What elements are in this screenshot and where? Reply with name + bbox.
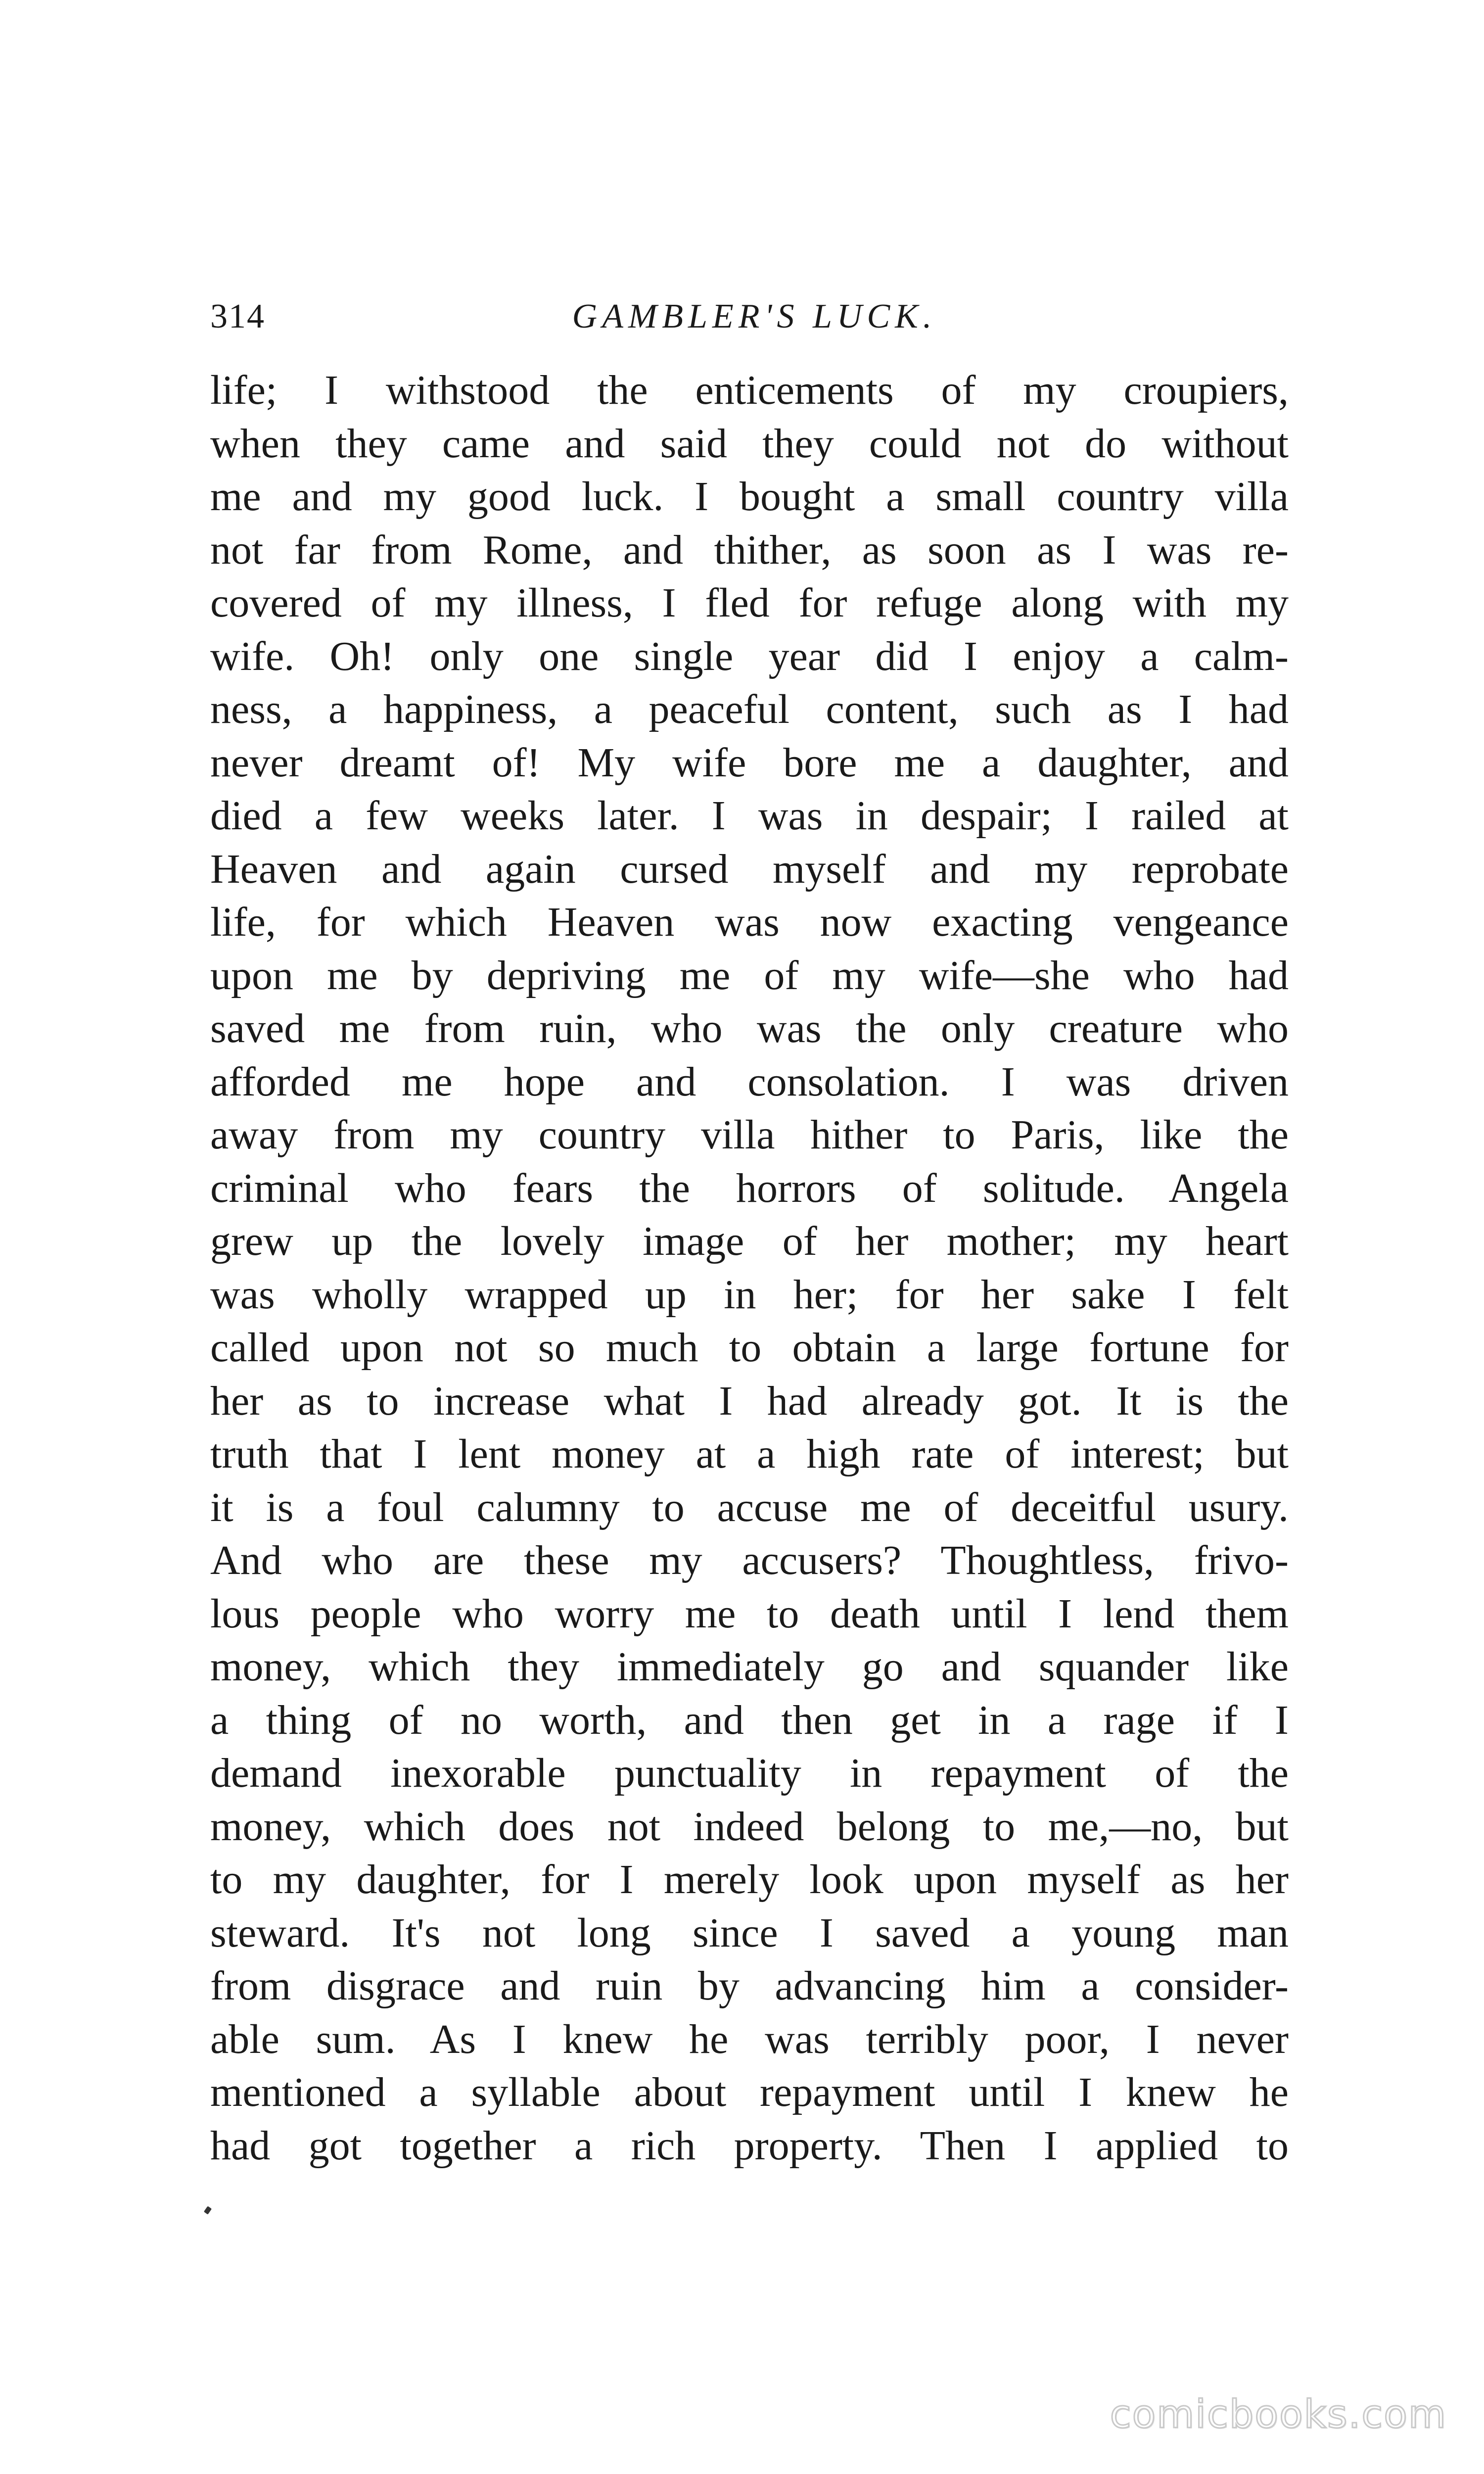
text-line: to my daughter, for I merely look upon myself as her xyxy=(210,1856,1289,1903)
text-line: upon me by depriving me of my wife—she who had xyxy=(210,952,1289,999)
text-line: never dreamt of! My wife bore me a daughter, and xyxy=(210,739,1289,786)
text-line: died a few weeks later. I was in despair; I railed at xyxy=(210,793,1289,839)
text-line: not far from Rome, and thither, as soon as I was re- xyxy=(210,526,1289,573)
text-line: away from my country villa hither to Paris, like the xyxy=(210,1112,1289,1158)
text-line: it is a foul calumny to accuse me of deceitful usury. xyxy=(210,1484,1289,1530)
text-line: steward. It's not long since I saved a young man xyxy=(210,1909,1289,1956)
text-line: mentioned a syllable about repayment until I knew he xyxy=(210,2069,1289,2115)
text-line: had got together a rich property. Then I applied to xyxy=(210,2122,1289,2169)
text-line: money, which they immediately go and squander like xyxy=(210,1644,1289,1690)
page-number: 314 xyxy=(210,297,265,335)
text-line: life, for which Heaven was now exacting vengeance xyxy=(210,899,1289,945)
text-line: wife. Oh! only one single year did I enjoy a calm- xyxy=(210,633,1289,679)
print-speck xyxy=(204,2206,212,2214)
text-line: saved me from ruin, who was the only creature who xyxy=(210,1005,1289,1051)
text-line: a thing of no worth, and then get in a rage if I xyxy=(210,1697,1289,1743)
text-line: afforded me hope and consolation. I was driven xyxy=(210,1058,1289,1105)
text-line: able sum. As I knew he was terribly poor, I never xyxy=(210,2016,1289,2062)
text-line: life; I withstood the enticements of my croupiers, xyxy=(210,367,1289,413)
text-line: ness, a happiness, a peaceful content, such as I had xyxy=(210,686,1289,732)
text-line: her as to increase what I had already got. It is the xyxy=(210,1378,1289,1424)
text-line: lous people who worry me to death until I lend them xyxy=(210,1590,1289,1637)
text-line: demand inexorable punctuality in repayment of the xyxy=(210,1750,1289,1796)
text-line: was wholly wrapped up in her; for her sake I felt xyxy=(210,1271,1289,1318)
text-line: Heaven and again cursed myself and my reprobate xyxy=(210,846,1289,892)
text-line: when they came and said they could not do without xyxy=(210,420,1289,467)
text-line: money, which does not indeed belong to me,—no, but xyxy=(210,1803,1289,1850)
text-line: criminal who fears the horrors of solitude. Angela xyxy=(210,1165,1289,1211)
text-line: covered of my illness, I fled for refuge along with my xyxy=(210,580,1289,626)
text-line: And who are these my accusers? Thoughtless, frivo- xyxy=(210,1537,1289,1583)
text-line: truth that I lent money at a high rate of interest; but xyxy=(210,1431,1289,1477)
running-title: GAMBLER'S LUCK. xyxy=(572,297,937,335)
watermark: comicbooks.com xyxy=(1110,2392,1447,2437)
text-line: grew up the lovely image of her mother; my heart xyxy=(210,1218,1289,1264)
text-line: called upon not so much to obtain a large fortune for xyxy=(210,1325,1289,1371)
text-line: me and my good luck. I bought a small country villa xyxy=(210,474,1289,520)
running-head xyxy=(210,289,1298,344)
text-line: from disgrace and ruin by advancing him a consider- xyxy=(210,1963,1289,2009)
body-text xyxy=(210,364,1289,2172)
